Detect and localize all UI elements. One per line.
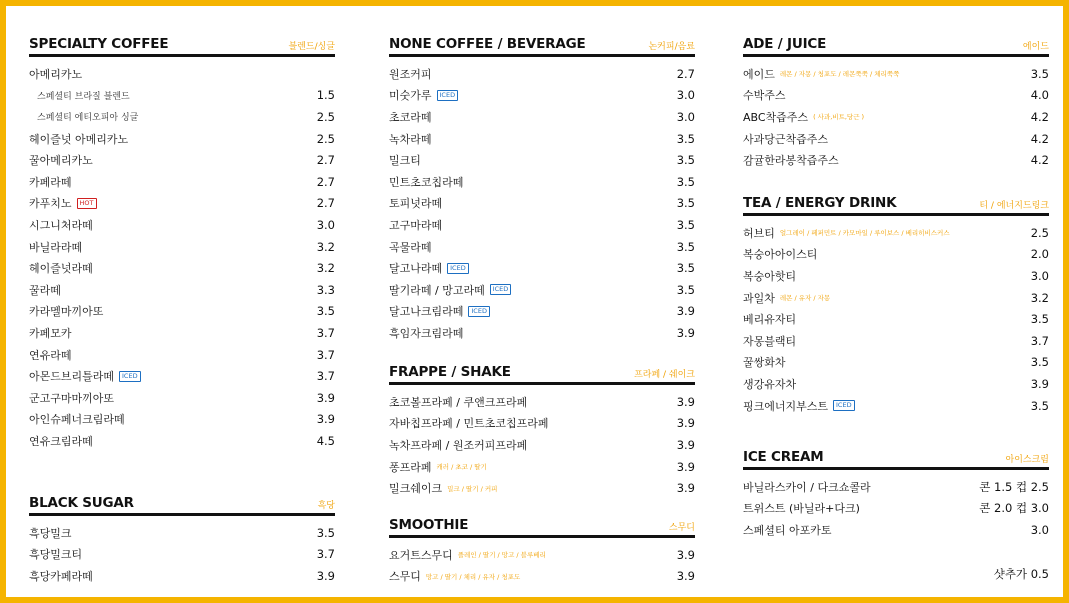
menu-item <box>29 279 335 301</box>
section-subtitle: 스무디 <box>668 523 695 533</box>
menu-item-price: 2.5 <box>1030 225 1049 240</box>
menu-item-name: 과일차 <box>743 291 775 305</box>
menu-item-name-wrap <box>743 246 817 262</box>
menu-item-name-wrap <box>743 522 832 538</box>
menu-item-name: 아몬드브리틀라떼 <box>29 370 115 384</box>
menu-item-name-wrap <box>389 109 432 125</box>
menu-item-name-wrap <box>743 225 950 241</box>
menu-item-name-wrap <box>389 260 469 276</box>
section-header <box>389 358 695 385</box>
menu-item <box>743 498 1049 520</box>
menu-item-price: 2.7 <box>316 153 335 168</box>
menu-item <box>29 171 335 193</box>
menu-section <box>389 511 695 587</box>
menu-item <box>389 85 695 107</box>
menu-item-name: 카페라떼 <box>29 175 72 189</box>
menu-item-name-wrap <box>743 268 796 284</box>
menu-item-name-wrap <box>389 174 463 190</box>
menu-item-price: 2.7 <box>676 66 695 81</box>
menu-item-price: 2.7 <box>316 174 335 189</box>
menu-item <box>743 106 1049 128</box>
menu-item-name: 스무디 <box>389 570 421 584</box>
menu-board <box>6 6 1063 597</box>
menu-item-price: 3.3 <box>316 282 335 297</box>
menu-item <box>29 409 335 431</box>
menu-item-name: 에이드 <box>743 67 775 81</box>
menu-item-list <box>29 63 335 452</box>
menu-item-name: 딸기라떼 / 망고라떼 <box>389 283 485 297</box>
menu-item-price: 3.5 <box>316 525 335 540</box>
menu-item-name-wrap <box>743 500 860 516</box>
menu-item <box>389 279 695 301</box>
menu-item-price: 3.9 <box>676 547 695 562</box>
menu-item-price: 4.2 <box>1030 153 1049 168</box>
menu-item <box>389 413 695 435</box>
menu-item-name: 스페셜티 브라질 블렌드 <box>37 91 130 102</box>
menu-item <box>29 236 335 258</box>
menu-item-name: 미숫가루 <box>389 89 432 103</box>
menu-item-name: 퐁프라페 <box>389 460 432 474</box>
menu-item-price: 3.7 <box>316 347 335 362</box>
menu-item <box>389 477 695 499</box>
menu-item-price: 3.5 <box>676 174 695 189</box>
menu-item-price: 3.9 <box>676 459 695 474</box>
menu-item-name-wrap <box>29 525 72 541</box>
menu-item-price: 3.0 <box>316 217 335 232</box>
menu-item-price: 3.9 <box>316 390 335 405</box>
menu-item-name: 카푸치노 <box>29 197 72 211</box>
menu-item-price: 콘 1.5 컵 2.5 <box>979 479 1049 494</box>
menu-item-price: 3.7 <box>316 369 335 384</box>
menu-item <box>743 395 1049 417</box>
menu-item-list <box>743 476 1049 541</box>
menu-item-price: 3.9 <box>676 325 695 340</box>
menu-item <box>389 434 695 456</box>
menu-item <box>389 128 695 150</box>
menu-section <box>743 443 1049 541</box>
menu-item-name: 꿀쌍화차 <box>743 356 786 370</box>
section-subtitle: 논커피/음료 <box>648 42 695 52</box>
menu-item-name-wrap <box>743 311 796 327</box>
menu-item-name: 복숭아핫티 <box>743 269 797 283</box>
menu-item <box>389 391 695 413</box>
menu-item-name: 민트초코칩라떼 <box>389 175 464 189</box>
menu-item-name-wrap <box>743 290 830 306</box>
menu-item-price: 3.5 <box>1030 355 1049 370</box>
menu-item-name-wrap <box>29 217 93 233</box>
menu-item-name: 꿀아메리카노 <box>29 154 93 168</box>
menu-item-name: 흑임자크림라떼 <box>389 326 464 340</box>
menu-item-name: 바닐라라떼 <box>29 240 83 254</box>
menu-item-name-wrap <box>29 433 93 449</box>
menu-item <box>743 352 1049 374</box>
menu-item-name-wrap <box>743 479 871 495</box>
menu-item-name-wrap <box>743 152 839 168</box>
section-title: ADE / JUICE <box>743 36 827 52</box>
menu-item-note: 밀크 / 딸기 / 커피 <box>447 484 498 493</box>
menu-item-price: 4.0 <box>1030 88 1049 103</box>
menu-item-name-wrap <box>29 260 93 276</box>
menu-item-name-wrap <box>389 87 458 103</box>
menu-item-price: 3.7 <box>316 547 335 562</box>
menu-item-name-wrap <box>743 131 828 147</box>
menu-item <box>743 128 1049 150</box>
menu-item-name: 생강유자차 <box>743 377 797 391</box>
menu-item <box>389 193 695 215</box>
menu-item-price: 3.9 <box>676 304 695 319</box>
menu-item <box>389 322 695 344</box>
menu-item <box>743 519 1049 541</box>
menu-item-name-wrap <box>743 333 796 349</box>
menu-item <box>743 85 1049 107</box>
menu-item-name-wrap <box>389 459 487 475</box>
section-header <box>743 443 1049 470</box>
menu-item <box>389 456 695 478</box>
menu-item <box>389 63 695 85</box>
menu-item-list <box>389 391 695 499</box>
menu-item-name-wrap <box>29 152 93 168</box>
menu-item-price: 4.2 <box>1030 109 1049 124</box>
menu-item-name: 아메리카노 <box>29 67 83 81</box>
menu-item-name: 카페모카 <box>29 326 72 340</box>
menu-item-price: 2.5 <box>316 131 335 146</box>
menu-item-name-wrap <box>389 131 432 147</box>
menu-item <box>29 322 335 344</box>
menu-item <box>29 257 335 279</box>
menu-item-price: 3.9 <box>676 416 695 431</box>
menu-item-name: 녹차프라페 / 원조커피프라페 <box>389 438 528 452</box>
menu-section <box>389 30 695 344</box>
menu-item-name-wrap <box>743 66 899 82</box>
menu-item-price: 1.5 <box>316 88 335 103</box>
shot-extra-note: 샷추가 0.5 <box>993 567 1049 581</box>
menu-item-price: 3.0 <box>676 88 695 103</box>
menu-item-name-wrap <box>743 354 786 370</box>
menu-item-name: 요거트스무디 <box>389 548 453 562</box>
menu-item-name-wrap <box>389 480 497 496</box>
section-header <box>29 489 335 516</box>
menu-item-price: 3.5 <box>676 196 695 211</box>
menu-item-name: 사과당근착즙주스 <box>743 132 829 146</box>
menu-item-name-wrap <box>389 239 432 255</box>
menu-item-name-wrap <box>389 152 421 168</box>
section-title: FRAPPE / SHAKE <box>389 364 511 380</box>
iced-badge: ICED <box>119 371 141 382</box>
menu-section <box>29 30 335 452</box>
menu-item <box>29 544 335 566</box>
menu-item-name-wrap <box>389 394 527 410</box>
iced-badge: ICED <box>437 90 459 101</box>
menu-item-name-wrap <box>389 195 442 211</box>
iced-badge: ICED <box>490 284 512 295</box>
menu-item-name-wrap <box>389 547 546 563</box>
menu-item-name: 헤이즐넛 아메리카노 <box>29 132 129 146</box>
menu-item-price: 3.5 <box>676 131 695 146</box>
menu-item-name-wrap <box>389 325 463 341</box>
menu-item-price: 3.0 <box>1030 268 1049 283</box>
menu-item-name: 곡물라떼 <box>389 240 432 254</box>
menu-item-name-wrap <box>389 66 432 82</box>
menu-item-name-wrap <box>389 437 527 453</box>
menu-item <box>29 301 335 323</box>
menu-item-name: 복숭아아이스티 <box>743 248 818 262</box>
menu-item-name: 밀크쉐이크 <box>389 482 443 496</box>
menu-item-name-wrap <box>29 546 82 562</box>
menu-item <box>743 149 1049 171</box>
menu-item-name: 꿀라떼 <box>29 283 61 297</box>
menu-item-list <box>389 63 695 344</box>
menu-item <box>389 214 695 236</box>
menu-item-price: 3.9 <box>676 481 695 496</box>
menu-item <box>389 171 695 193</box>
menu-item-price: 2.7 <box>316 196 335 211</box>
menu-item-name-wrap <box>29 174 72 190</box>
menu-item-name-wrap <box>743 398 855 414</box>
menu-item-name-wrap <box>29 110 138 123</box>
menu-item-name-wrap <box>29 368 141 384</box>
menu-item-name: 초코볼프라페 / 쿠앤크프라페 <box>389 395 528 409</box>
menu-item-name: 초코라떼 <box>389 110 432 124</box>
menu-item-name: 트위스트 (바닐라+다크) <box>743 502 860 516</box>
menu-item-name: 고구마라떼 <box>389 218 443 232</box>
menu-item-note: 캐러 / 초코 / 딸기 <box>436 463 487 472</box>
menu-item-price: 3.5 <box>316 304 335 319</box>
menu-item-name: 달고나라떼 <box>389 262 443 276</box>
menu-item-name-wrap <box>29 568 93 584</box>
menu-item <box>29 365 335 387</box>
menu-item-note: ( 사과,비트,당근 ) <box>813 113 865 122</box>
section-header <box>389 30 695 57</box>
menu-item <box>29 565 335 587</box>
menu-item <box>29 106 335 128</box>
menu-item-name-wrap <box>743 87 786 103</box>
menu-item-name-wrap <box>29 66 82 82</box>
menu-item-name: 자바칩프라페 / 민트초코칩프라페 <box>389 417 549 431</box>
menu-item-price: 3.9 <box>1030 376 1049 391</box>
hot-badge: HOT <box>77 198 97 209</box>
section-header <box>743 189 1049 216</box>
menu-item-price: 2.0 <box>1030 247 1049 262</box>
iced-badge: ICED <box>447 263 469 274</box>
menu-item <box>743 265 1049 287</box>
menu-item-price: 3.2 <box>316 239 335 254</box>
menu-item-price: 3.2 <box>1030 290 1049 305</box>
menu-item-price: 4.5 <box>316 433 335 448</box>
menu-item-list <box>29 522 335 587</box>
section-header <box>389 511 695 538</box>
menu-item <box>389 301 695 323</box>
menu-item-name-wrap <box>29 131 128 147</box>
menu-item <box>29 387 335 409</box>
menu-item-price: 3.5 <box>676 282 695 297</box>
menu-item-name: 연유크림라떼 <box>29 434 93 448</box>
menu-item <box>389 566 695 588</box>
menu-item <box>743 287 1049 309</box>
section-title: SPECIALTY COFFEE <box>29 36 169 52</box>
menu-item-price: 3.7 <box>1030 333 1049 348</box>
menu-item-price: 3.5 <box>676 153 695 168</box>
menu-item-price: 3.9 <box>676 394 695 409</box>
menu-item-name-wrap <box>29 303 103 319</box>
menu-item-list <box>743 222 1049 416</box>
menu-section <box>389 358 695 499</box>
menu-item-name: 시그니처라떼 <box>29 218 93 232</box>
menu-item <box>29 193 335 215</box>
section-title: ICE CREAM <box>743 449 824 465</box>
menu-item-name-wrap <box>29 195 97 211</box>
menu-item-price: 3.0 <box>1030 522 1049 537</box>
menu-item-name: 헤이즐넛라떼 <box>29 262 93 276</box>
menu-item <box>389 149 695 171</box>
menu-item-name: 군고구마마끼아또 <box>29 391 115 405</box>
menu-item-name-wrap <box>29 325 72 341</box>
menu-item-name: ABC착즙주스 <box>743 110 809 124</box>
menu-item-note: 레몬 / 자몽 / 청포도 / 레몬쭉쭉 / 체리쭉쭉 <box>779 70 900 79</box>
menu-item-name-wrap <box>389 282 511 298</box>
menu-item-name: 원조커피 <box>389 67 432 81</box>
menu-item <box>389 257 695 279</box>
menu-item <box>29 149 335 171</box>
menu-item <box>743 244 1049 266</box>
menu-item <box>389 106 695 128</box>
menu-item <box>743 476 1049 498</box>
menu-item <box>29 63 335 85</box>
menu-item-name-wrap <box>29 411 125 427</box>
menu-section <box>29 489 335 587</box>
menu-item-price: 3.5 <box>1030 66 1049 81</box>
menu-item-name: 허브티 <box>743 226 775 240</box>
menu-item-name: 감귤한라봉착즙주스 <box>743 154 839 168</box>
iced-badge: ICED <box>833 400 855 411</box>
menu-item-name-wrap <box>743 109 864 125</box>
menu-item-name-wrap <box>389 568 520 584</box>
section-title: BLACK SUGAR <box>29 495 134 511</box>
section-subtitle: 블렌드/싱글 <box>288 42 335 52</box>
menu-item-name: 스페셜티 에티오피아 싱글 <box>37 113 139 124</box>
section-header <box>29 30 335 57</box>
menu-item-name-wrap <box>29 89 130 102</box>
menu-item <box>743 373 1049 395</box>
menu-item-name: 토피넛라떼 <box>389 197 443 211</box>
menu-item-note: 얼그레이 / 페퍼민트 / 카모마일 / 루이보스 / 베리히비스커스 <box>779 229 950 238</box>
menu-item-list <box>743 63 1049 171</box>
menu-item <box>389 544 695 566</box>
menu-item <box>29 214 335 236</box>
menu-item <box>29 522 335 544</box>
menu-item-price: 3.2 <box>316 261 335 276</box>
menu-item-name: 흑당밀크 <box>29 526 72 540</box>
menu-item-name-wrap <box>743 376 796 392</box>
menu-item-name: 밀크티 <box>389 154 421 168</box>
menu-item-price: 3.5 <box>676 217 695 232</box>
menu-item-name: 수박주스 <box>743 89 786 103</box>
menu-item-price: 4.2 <box>1030 131 1049 146</box>
section-subtitle: 티 / 에너지드링크 <box>979 201 1049 211</box>
menu-item <box>29 430 335 452</box>
menu-item-price: 3.5 <box>1030 398 1049 413</box>
menu-item-price: 콘 2.0 컵 3.0 <box>979 501 1049 516</box>
section-title: NONE COFFEE / BEVERAGE <box>389 36 586 52</box>
menu-item-price: 3.0 <box>676 109 695 124</box>
menu-item-list <box>389 544 695 587</box>
menu-item-name-wrap <box>29 347 72 363</box>
menu-item-note: 망고 / 딸기 / 체리 / 유자 / 청포도 <box>425 572 521 581</box>
section-title: TEA / ENERGY DRINK <box>743 195 897 211</box>
menu-item-price: 3.5 <box>1030 312 1049 327</box>
menu-item-name: 녹차라떼 <box>389 132 432 146</box>
menu-item-name: 자몽블랙티 <box>743 334 797 348</box>
section-header <box>743 30 1049 57</box>
menu-item-name-wrap <box>389 415 548 431</box>
menu-item-name: 스페셜티 아포카토 <box>743 523 832 537</box>
menu-item <box>29 85 335 107</box>
menu-item-name-wrap <box>29 282 61 298</box>
menu-item <box>389 236 695 258</box>
menu-item-price: 3.9 <box>676 437 695 452</box>
menu-item-name: 연유라떼 <box>29 348 72 362</box>
menu-item-note: 레몬 / 유자 / 자몽 <box>779 294 831 303</box>
menu-section <box>743 30 1049 171</box>
menu-item-price: 3.7 <box>316 325 335 340</box>
menu-item <box>29 128 335 150</box>
section-title: SMOOTHIE <box>389 517 469 533</box>
menu-item <box>743 63 1049 85</box>
menu-item-price: 3.9 <box>316 412 335 427</box>
section-subtitle: 프라페 / 쉐이크 <box>634 370 695 380</box>
section-subtitle: 에이드 <box>1022 42 1049 52</box>
menu-item-price: 3.5 <box>676 261 695 276</box>
menu-item-name: 카라멜마끼아또 <box>29 305 104 319</box>
menu-item-name: 아인슈페너크림라떼 <box>29 413 125 427</box>
menu-item <box>743 222 1049 244</box>
menu-item-name: 달고나크림라떼 <box>389 305 464 319</box>
menu-item-price: 3.9 <box>316 568 335 583</box>
section-subtitle: 아이스크림 <box>1005 455 1049 465</box>
menu-item-name-wrap <box>29 239 82 255</box>
iced-badge: ICED <box>468 306 490 317</box>
menu-item-name: 흑당밀크티 <box>29 548 83 562</box>
menu-item-name: 바닐라스카이 / 다크쇼콜라 <box>743 480 871 494</box>
section-subtitle: 흑당 <box>317 501 335 511</box>
menu-item-name-wrap <box>389 303 490 319</box>
menu-item-name-wrap <box>29 390 114 406</box>
menu-item-price: 3.5 <box>676 239 695 254</box>
menu-item <box>29 344 335 366</box>
menu-item-note: 플레인 / 딸기 / 망고 / 블루베리 <box>457 551 546 560</box>
menu-section <box>743 189 1049 416</box>
menu-item-name-wrap <box>389 217 442 233</box>
menu-item <box>743 330 1049 352</box>
menu-item-name: 베리유자티 <box>743 313 797 327</box>
menu-item-price: 3.9 <box>676 569 695 584</box>
menu-item-name: 핑크에너지부스트 <box>743 399 829 413</box>
menu-item <box>743 308 1049 330</box>
menu-item-price: 2.5 <box>316 109 335 124</box>
menu-item-name: 흑당카페라떼 <box>29 569 93 583</box>
